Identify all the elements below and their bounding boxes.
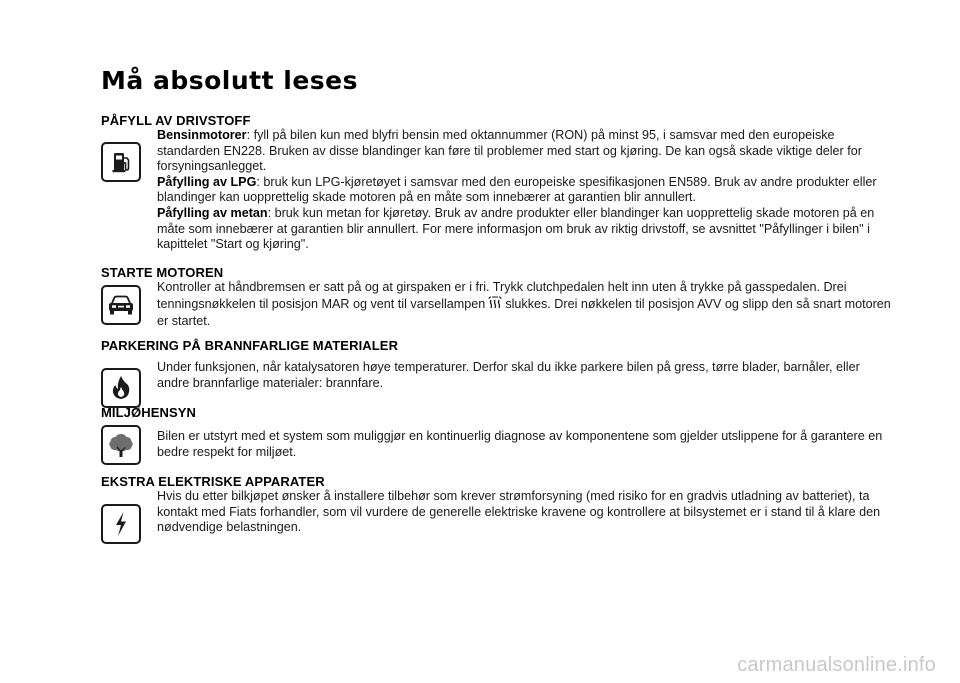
section-body-parking [101, 353, 891, 391]
paragraph-environment: Bilen er utstyrt med et system som muliggjør en kontinuerlig diagnose av komponentene som gjelder utslippene for å garantere en bedre respekt for miljøet. [157, 429, 883, 459]
section-text-electrical [157, 489, 891, 536]
section-heading-fuel: PÅFYLL AV DRIVSTOFF [101, 113, 251, 128]
section-body-electrical [101, 489, 891, 536]
paragraph-lpg [157, 175, 891, 206]
lead-petrol: Bensinmotorer [157, 128, 247, 142]
section-heading-parking: PARKERING PÅ BRANNFARLIGE MATERIALER [101, 338, 399, 353]
section-parking [101, 338, 891, 391]
car-front-icon [101, 285, 141, 325]
fuel-pump-icon [101, 142, 141, 182]
section-environment [101, 405, 891, 460]
paragraph-petrol [157, 128, 891, 175]
section-heading-start-engine: STARTE MOTOREN [101, 265, 224, 280]
paragraph-start-engine [157, 280, 891, 330]
section-fuel [101, 113, 891, 253]
text-start-after: slukkes. Drei nøkkelen til posisjon AVV og slipp den så snart motoren er startet. [157, 296, 891, 329]
watermark: carmanualsonline.info [737, 654, 936, 676]
page-title: Må absolutt leses [101, 66, 358, 95]
section-text-start-engine [157, 280, 891, 330]
paragraph-electrical: Hvis du etter bilkjøpet ønsker å installere tilbehør som krever strømforsyning (med risiko for en gradvis utladning av batteriet), ta kontakt med Fiats forhandler, som vil vurdere de generelle elektriske kravene og kontrollere at bilsystemet er i stand til å klare den nødvendige belastningen. [157, 489, 881, 535]
lightning-bolt-icon [101, 504, 141, 544]
section-heading-electrical: EKSTRA ELEKTRISKE APPARATER [101, 474, 325, 489]
glow-plug-warning-icon [487, 296, 503, 315]
section-text-parking [157, 353, 891, 391]
text-petrol: : fyll på bilen kun med blyfri bensin med oktannummer (RON) på minst 95, i samsvar med den europeiske standarden EN228. Bruken av disse blandinger kan føre til problemer med start og kjøring. De kan også skade viktige deler for forsyningsanlegget. [157, 128, 862, 174]
section-body-fuel [101, 128, 891, 253]
paragraph-parking: Under funksjonen, når katalysatoren høye temperaturer. Derfor skal du ikke parkere bilen på gress, tørre blader, barnåler, eller andre brannfarlige materialer: brannfare. [157, 360, 860, 390]
section-body-environment [101, 420, 891, 460]
tree-icon [101, 425, 141, 465]
text-start-before: Kontroller at håndbremsen er satt på og at girspaken er i fri. Trykk clutchpedalen helt inn uten å trykke på gasspedalen. Drei tenningsnøkkelen til posisjon MAR og vent til varsellampen [157, 280, 847, 311]
text-lpg: : bruk kun LPG-kjøretøyet i samsvar med den europeiske spesifikasjonen EN589. Bruk av andre produkter eller blandinger kan uopprettelig skade motoren på en måte som innebærer at garantien blir annullert. [157, 174, 877, 205]
section-text-environment [157, 420, 891, 460]
section-body-start-engine [101, 280, 891, 330]
lead-lpg: Påfylling av LPG [157, 174, 257, 189]
text-methane: : bruk kun metan for kjøretøy. Bruk av andre produkter eller blandinger kan uopprettelig skade motoren på en måte som innebærer at garantien blir annullert. For mere informasjon om bruk av riktig drivstoff, se avsnittet "Påfyllinger i bilen" i kapittelet "Start og kjøring". [157, 205, 875, 252]
flame-icon [101, 368, 141, 408]
section-start-engine [101, 265, 891, 330]
section-electrical [101, 474, 891, 536]
section-text-fuel [157, 128, 891, 253]
section-heading-environment: MILJØHENSYN [101, 405, 197, 420]
lead-methane: Påfylling av metan [157, 205, 268, 220]
paragraph-methane [157, 206, 891, 253]
